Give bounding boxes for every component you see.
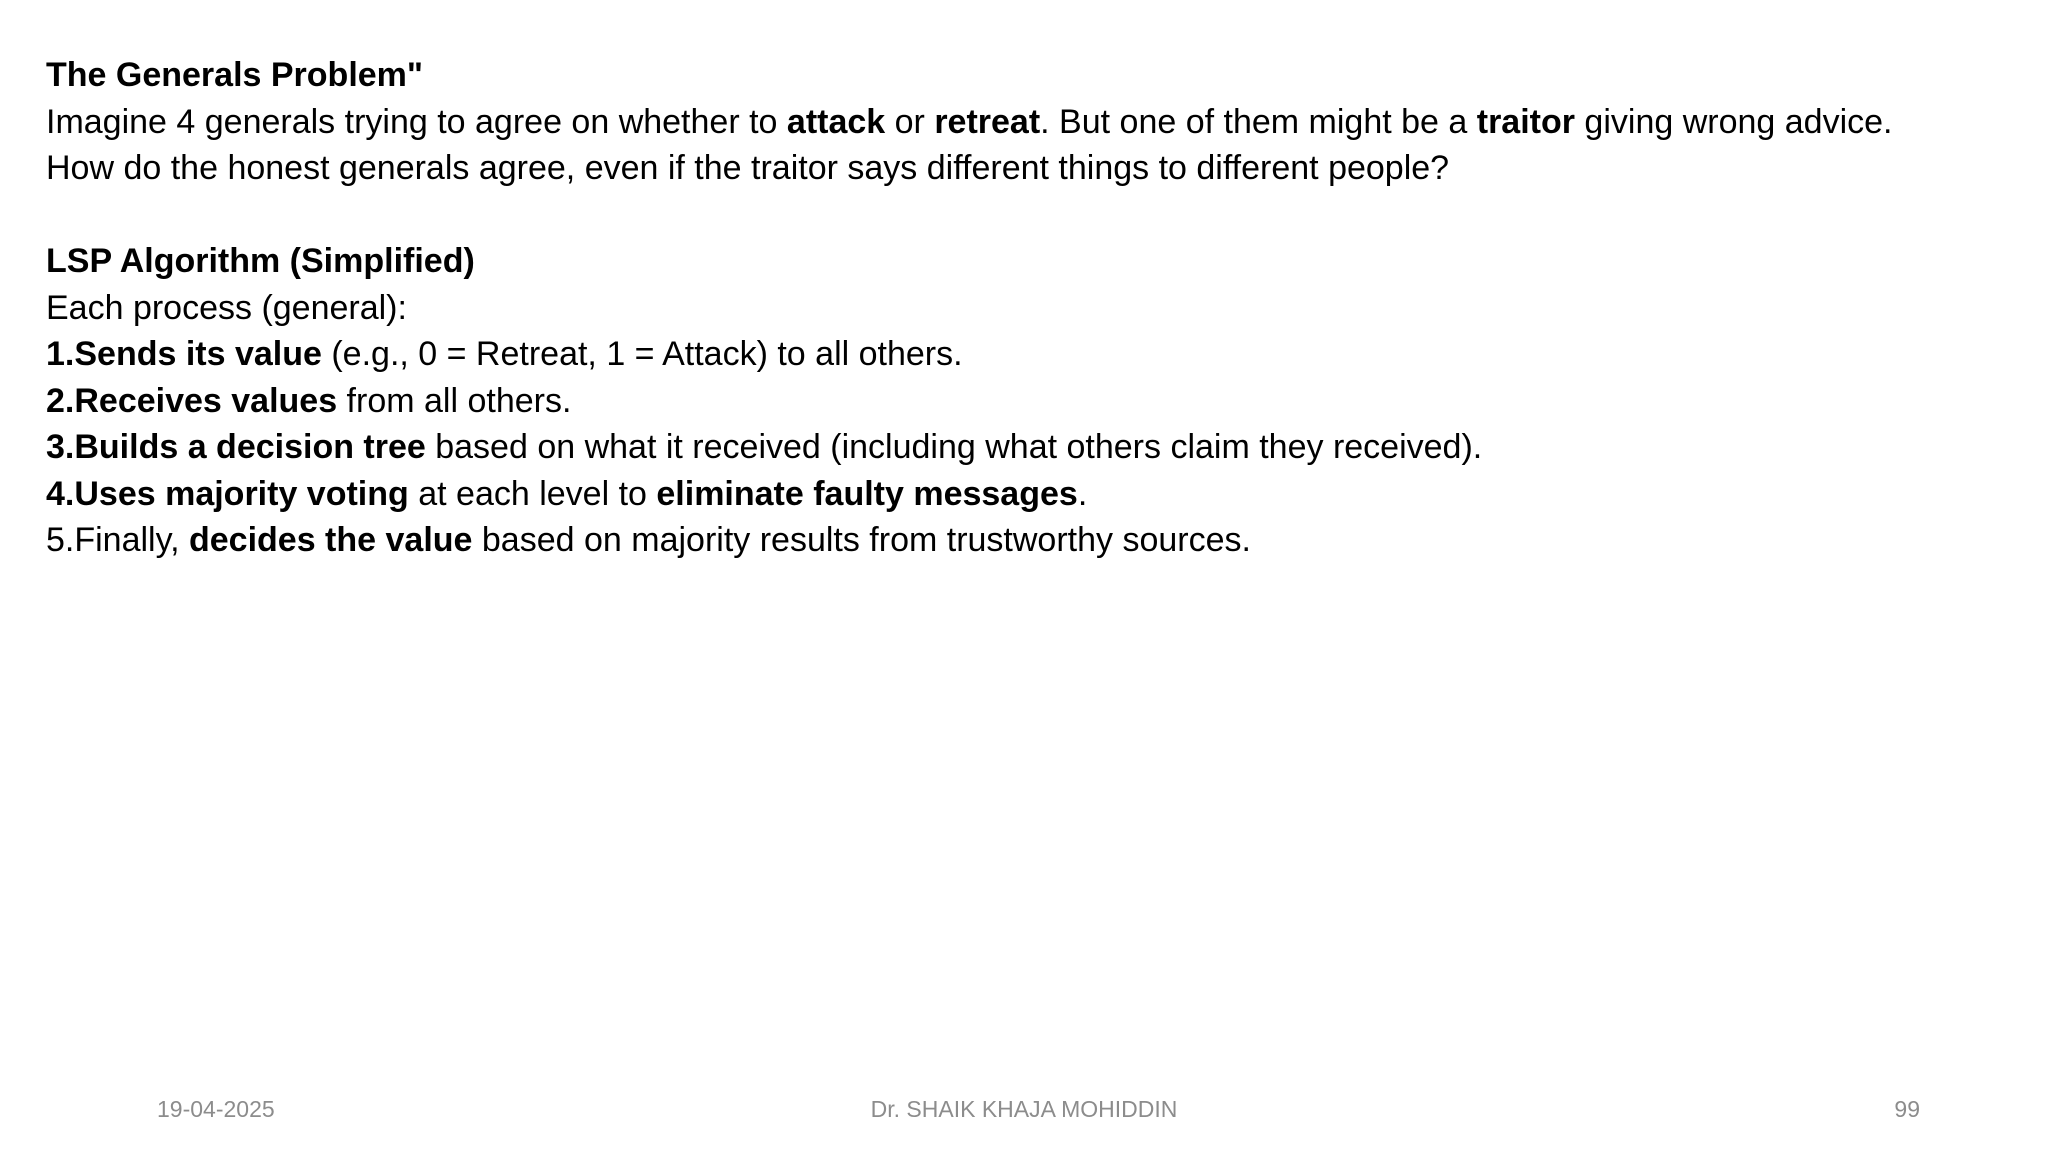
slide-content xyxy=(46,52,2026,564)
spacer xyxy=(46,192,2026,239)
footer-page-number: 99 xyxy=(1894,1096,1920,1122)
section-intro: Each process (general): xyxy=(46,288,407,327)
step-2: 2.Receives values from all others. xyxy=(46,381,572,420)
intro-line-2: How do the honest generals agree, even if the traitor says different things to different people? xyxy=(46,149,1450,187)
section-heading: LSP Algorithm (Simplified) xyxy=(46,242,475,280)
intro-line-1: Imagine 4 generals trying to agree on whether to attack or retreat. But one of them might be a traitor giving wrong advice. xyxy=(46,102,1893,141)
step-3: 3.Builds a decision tree based on what it received (including what others claim they received). xyxy=(46,428,1483,466)
step-4: 4.Uses majority voting at each level to eliminate faulty messages. xyxy=(46,474,1088,513)
slide-title: The Generals Problem" xyxy=(46,56,424,94)
footer-date: 19-04-2025 xyxy=(157,1096,275,1122)
step-1: 1.Sends its value (e.g., 0 = Retreat, 1 = Attack) to all others. xyxy=(46,335,963,373)
footer-author: Dr. SHAIK KHAJA MOHIDDIN xyxy=(870,1096,1178,1122)
step-5: 5.Finally, decides the value based on majority results from trustworthy sources. xyxy=(46,521,1251,559)
